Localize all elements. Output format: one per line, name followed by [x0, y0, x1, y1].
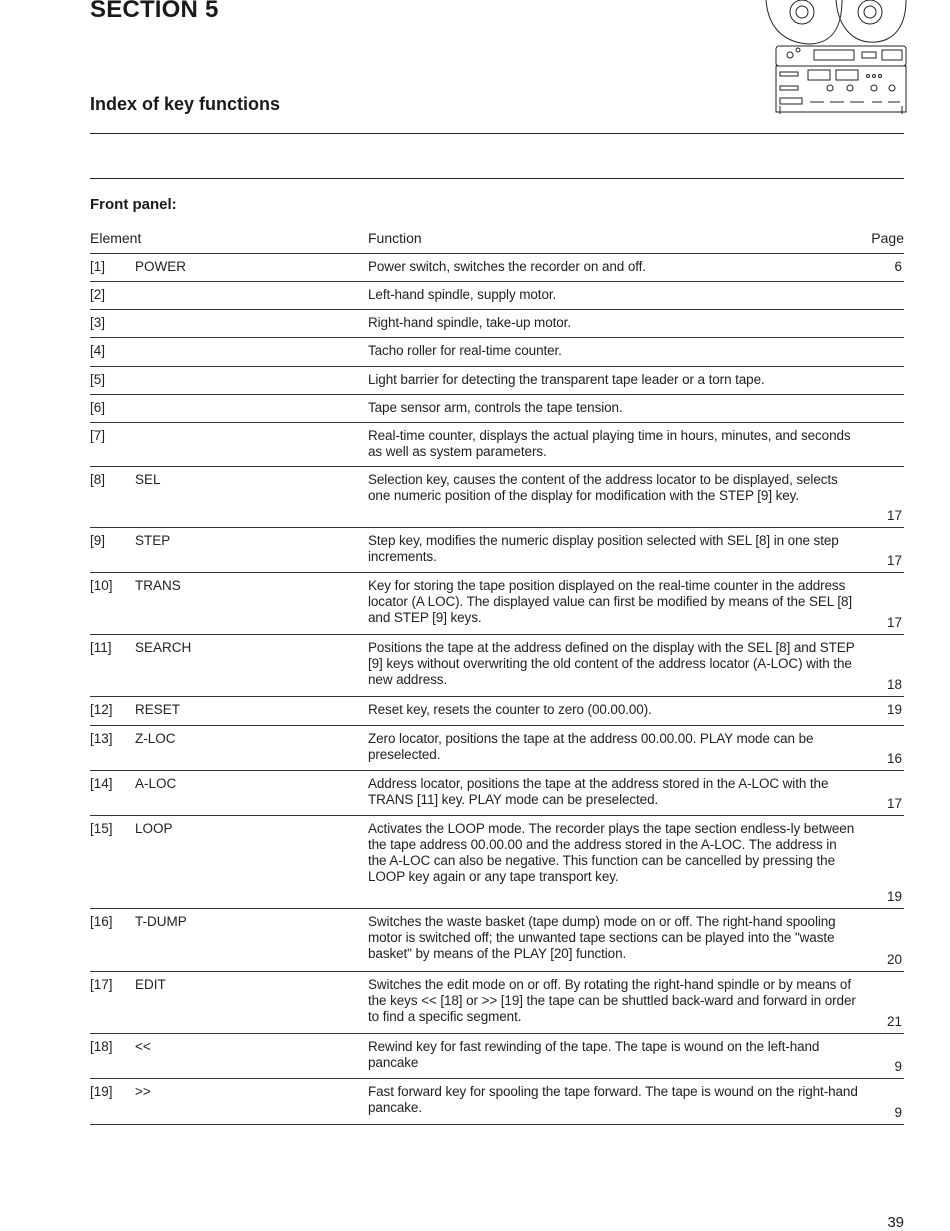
table-row: [90, 310, 904, 338]
element-number: [13]: [90, 731, 113, 746]
table-row: [90, 254, 904, 282]
table-row: [90, 726, 904, 771]
function-text: Rewind key for fast rewinding of the tape. The tape is wound on the left-hand pancake: [368, 1039, 820, 1070]
element-number: [1]: [90, 259, 106, 274]
function-text: Positions the tape at the address defined on the display with the SEL [8] and STEP [9] keys without overwriting the old content of the address locator (A-LOC) with the new address.: [368, 640, 855, 687]
page-ref: 17: [886, 796, 902, 811]
function-text: Switches the edit mode on or off. By rotating the right-hand spindle or by means of the keys << [18] or >> [19] the tape can be shuttled back-ward and forward in order to find a specific segment.: [368, 977, 856, 1024]
element-key: RESET: [135, 702, 181, 717]
page-ref: 19: [886, 889, 902, 904]
element-number: [8]: [90, 472, 106, 487]
function-text: Reset key, resets the counter to zero (00.00.00).: [368, 702, 652, 717]
function-text: Step key, modifies the numeric display position selected with SEL [8] in one step increments.: [368, 533, 839, 564]
page-ref: 20: [886, 952, 902, 967]
element-number: [10]: [90, 578, 113, 593]
element-number: [11]: [90, 640, 112, 655]
element-key: A-LOC: [135, 776, 177, 791]
page-ref: 9: [894, 1059, 902, 1074]
table-row: [90, 816, 904, 909]
page-ref: 16: [886, 751, 902, 766]
element-key: STEP: [135, 533, 171, 548]
subsection-heading: Front panel:: [90, 196, 177, 213]
page-ref: 17: [886, 508, 902, 523]
element-number: [17]: [90, 977, 113, 992]
element-number: [4]: [90, 343, 106, 358]
tape-recorder-illustration: [762, 0, 910, 116]
function-text: Light barrier for detecting the transparent tape leader or a torn tape.: [368, 372, 765, 387]
element-key: Z-LOC: [135, 731, 176, 746]
table-row: [90, 697, 904, 726]
function-text: Tacho roller for real-time counter.: [368, 343, 562, 358]
element-key: >>: [135, 1084, 151, 1099]
header-rule: [90, 133, 904, 134]
function-text: Address locator, positions the tape at the address stored in the A-LOC with the TRANS [11] key. PLAY mode can be preselected.: [368, 776, 829, 807]
page-ref: 6: [894, 259, 902, 274]
element-key: TRANS: [135, 578, 181, 593]
function-text: Right-hand spindle, take-up motor.: [368, 315, 571, 330]
section-title: SECTION 5: [90, 0, 219, 23]
page-ref: 18: [886, 677, 902, 692]
element-number: [7]: [90, 428, 106, 443]
function-text: Left-hand spindle, supply motor.: [368, 287, 557, 302]
page-title: Index of key functions: [90, 94, 281, 114]
table-row: [90, 1079, 904, 1125]
element-key: SEL: [135, 472, 161, 487]
element-number: [5]: [90, 372, 106, 387]
table-row: [90, 467, 904, 528]
element-number: [2]: [90, 287, 106, 302]
page-ref: 9: [894, 1105, 902, 1120]
page-number: 39: [887, 1214, 904, 1231]
element-number: [18]: [90, 1039, 113, 1054]
function-text: Power switch, switches the recorder on and off.: [368, 259, 646, 274]
column-header-function: Function: [368, 230, 422, 246]
table-row: [90, 573, 904, 635]
element-key: POWER: [135, 259, 187, 274]
table-row: [90, 282, 904, 310]
element-number: [19]: [90, 1084, 113, 1099]
page-ref: 21: [886, 1014, 902, 1029]
function-text: Selection key, causes the content of the address locator to be displayed, selects one numeric position of the display for modification with the STEP [9] key.: [368, 472, 838, 503]
page-ref: 17: [886, 615, 902, 630]
element-number: [15]: [90, 821, 113, 836]
function-text: Fast forward key for spooling the tape forward. The tape is wound on the right-hand pancake.: [368, 1084, 858, 1115]
column-header-page: Page: [871, 230, 904, 246]
element-number: [3]: [90, 315, 106, 330]
page-ref: 17: [886, 553, 902, 568]
element-number: [12]: [90, 702, 113, 717]
element-number: [6]: [90, 400, 106, 415]
element-key: SEARCH: [135, 640, 192, 655]
table-row: [90, 972, 904, 1034]
table-row: [90, 423, 904, 467]
function-text: Zero locator, positions the tape at the address 00.00.00. PLAY mode can be preselected.: [368, 731, 814, 762]
column-header-element: Element: [90, 230, 142, 246]
element-number: [9]: [90, 533, 106, 548]
element-key: EDIT: [135, 977, 166, 992]
function-text: Key for storing the tape position displayed on the real-time counter in the address locator (A LOC). The displayed value can first be modified by means of the SEL [8] and STEP [9] keys.: [368, 578, 853, 625]
function-text: Switches the waste basket (tape dump) mode on or off. The right-hand spooling motor is switched off; the unwanted tape sections can be played into the "waste basket" by means of the PLAY [20] function.: [368, 914, 836, 961]
header-rule-secondary: [90, 178, 904, 179]
table-row: [90, 395, 904, 423]
function-text: Tape sensor arm, controls the tape tension.: [368, 400, 623, 415]
table-row: [90, 528, 904, 573]
element-key: <<: [135, 1039, 151, 1054]
table-row: [90, 1034, 904, 1079]
table-row: [90, 635, 904, 697]
function-text: Activates the LOOP mode. The recorder plays the tape section endless-ly between the tape address 00.00.00 and the address stored in the A-LOC. The address in the A-LOC can also be negative. This function can be cancelled by pressing the LOOP key again or any tape transport key.: [368, 821, 855, 884]
element-number: [14]: [90, 776, 113, 791]
table-row: [90, 909, 904, 972]
function-text: Real-time counter, displays the actual playing time in hours, minutes, and seconds as well as system parameters.: [368, 428, 851, 459]
table-row: [90, 338, 904, 367]
element-key: LOOP: [135, 821, 173, 836]
table-row: [90, 367, 904, 395]
element-number: [16]: [90, 914, 113, 929]
element-key: T-DUMP: [135, 914, 187, 929]
table-row: [90, 771, 904, 816]
page-ref: 19: [886, 702, 902, 717]
